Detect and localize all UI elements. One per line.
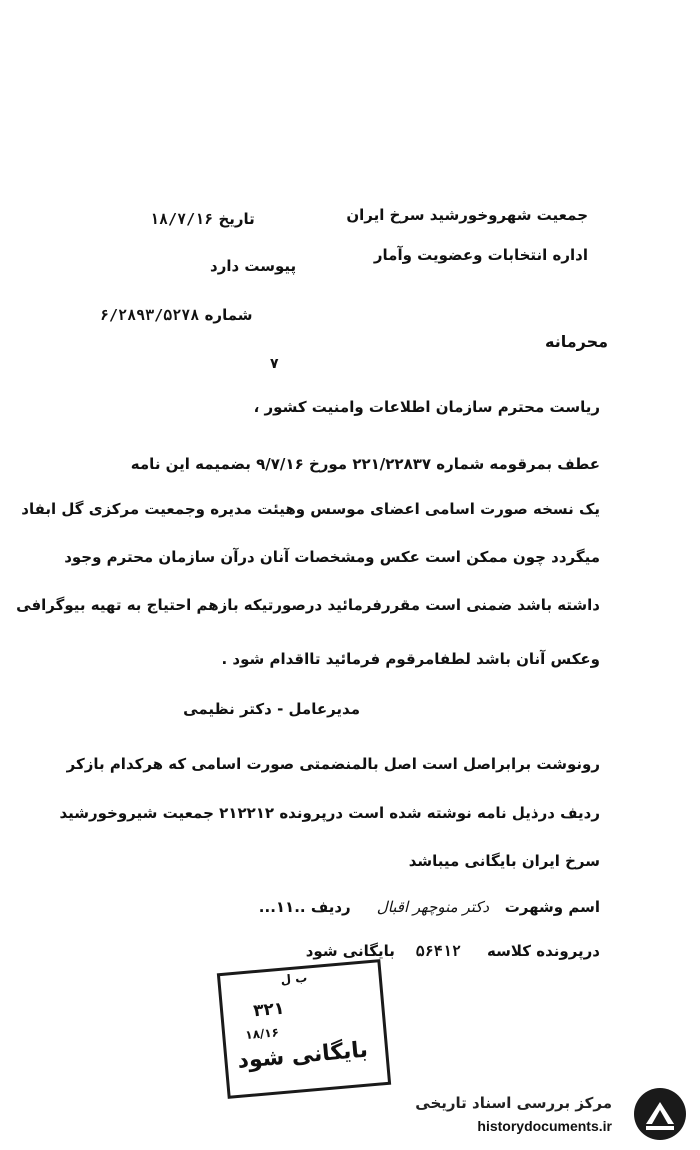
archive-stamp <box>217 959 391 1099</box>
margin-mark: ۷ <box>270 356 279 372</box>
department-name: اداره انتخابات وعضویت وآمار <box>373 246 588 264</box>
copy-note-line: سرخ ایران بایگانی میباشد <box>408 852 600 870</box>
signature-line: مدیرعامل - دکتر نظیمی <box>183 700 360 718</box>
archive-logo-icon <box>632 1086 688 1142</box>
copy-note-line: رونوشت برابراصل است اصل بالمنضمتی صورت اسامی که هرکدام بازکر <box>66 755 600 773</box>
number-field <box>100 306 253 324</box>
number-value: ۶/۲۸۹۳/۵۲۷۸ <box>100 306 200 324</box>
number-label: شماره <box>204 306 253 324</box>
watermark-title: مرکز بررسی اسناد تاریخی <box>415 1094 612 1112</box>
file-row <box>306 942 600 960</box>
date-label: تاریخ <box>218 210 255 228</box>
name-row <box>259 898 600 916</box>
salutation: ریاست محترم سازمان اطلاعات وامنیت کشور ، <box>253 398 600 416</box>
date-field <box>150 210 255 228</box>
file-suffix: بایگانی شود <box>305 942 395 960</box>
confidential-label: محرمانه <box>544 332 608 351</box>
body-line: داشته باشد ضمنی است مقررفرمائید درصورتیکه بازهم احتیاج به تهیه بیوگرافی <box>16 596 600 614</box>
body-line: یک نسخه صورت اسامی اعضای موسس وهیئت مدیره وجمعیت مرکزی گل ابفاد <box>21 500 600 518</box>
organization-name: جمعیت شهروخورشید سرخ ایران <box>346 206 588 224</box>
body-line: عطف بمرقومه شماره ۲۲۱/۲۲۸۳۷ مورخ ۹/۷/۱۶ بضمیمه این نامه <box>130 455 600 473</box>
date-value: ۱۸/۷/۱۶ <box>150 210 214 228</box>
stamp-top-text: ب ل <box>280 970 308 987</box>
stamp-date: ۱۸/۱۶ <box>244 1025 280 1043</box>
attachment-note: پیوست دارد <box>210 257 297 275</box>
file-label: درپرونده کلاسه <box>487 942 600 960</box>
body-line: میگردد چون ممکن است عکس ومشخصات آنان درآن سازمان محترم وجود <box>64 548 600 566</box>
copy-note-line: ردیف درذیل نامه نوشته شده است درپرونده ۲۱۲۲۱۲ جمعیت شیروخورشید <box>59 804 600 822</box>
body-line: وعکس آنان باشد لطفامرقوم فرمائید تااقدام شود . <box>221 650 600 668</box>
stamp-code: ۳۲۱ <box>252 998 286 1022</box>
row-number: ردیف ..۱۱... <box>258 898 351 916</box>
watermark <box>412 1082 692 1144</box>
stamp-text: بایگانی شود <box>236 1037 369 1074</box>
handwritten-name: دکتر منوچهر اقبال <box>376 898 490 916</box>
watermark-url: historydocuments.ir <box>477 1118 612 1134</box>
file-number: ۵۶۴۱۲ <box>415 942 461 960</box>
name-label: اسم وشهرت <box>504 898 600 916</box>
